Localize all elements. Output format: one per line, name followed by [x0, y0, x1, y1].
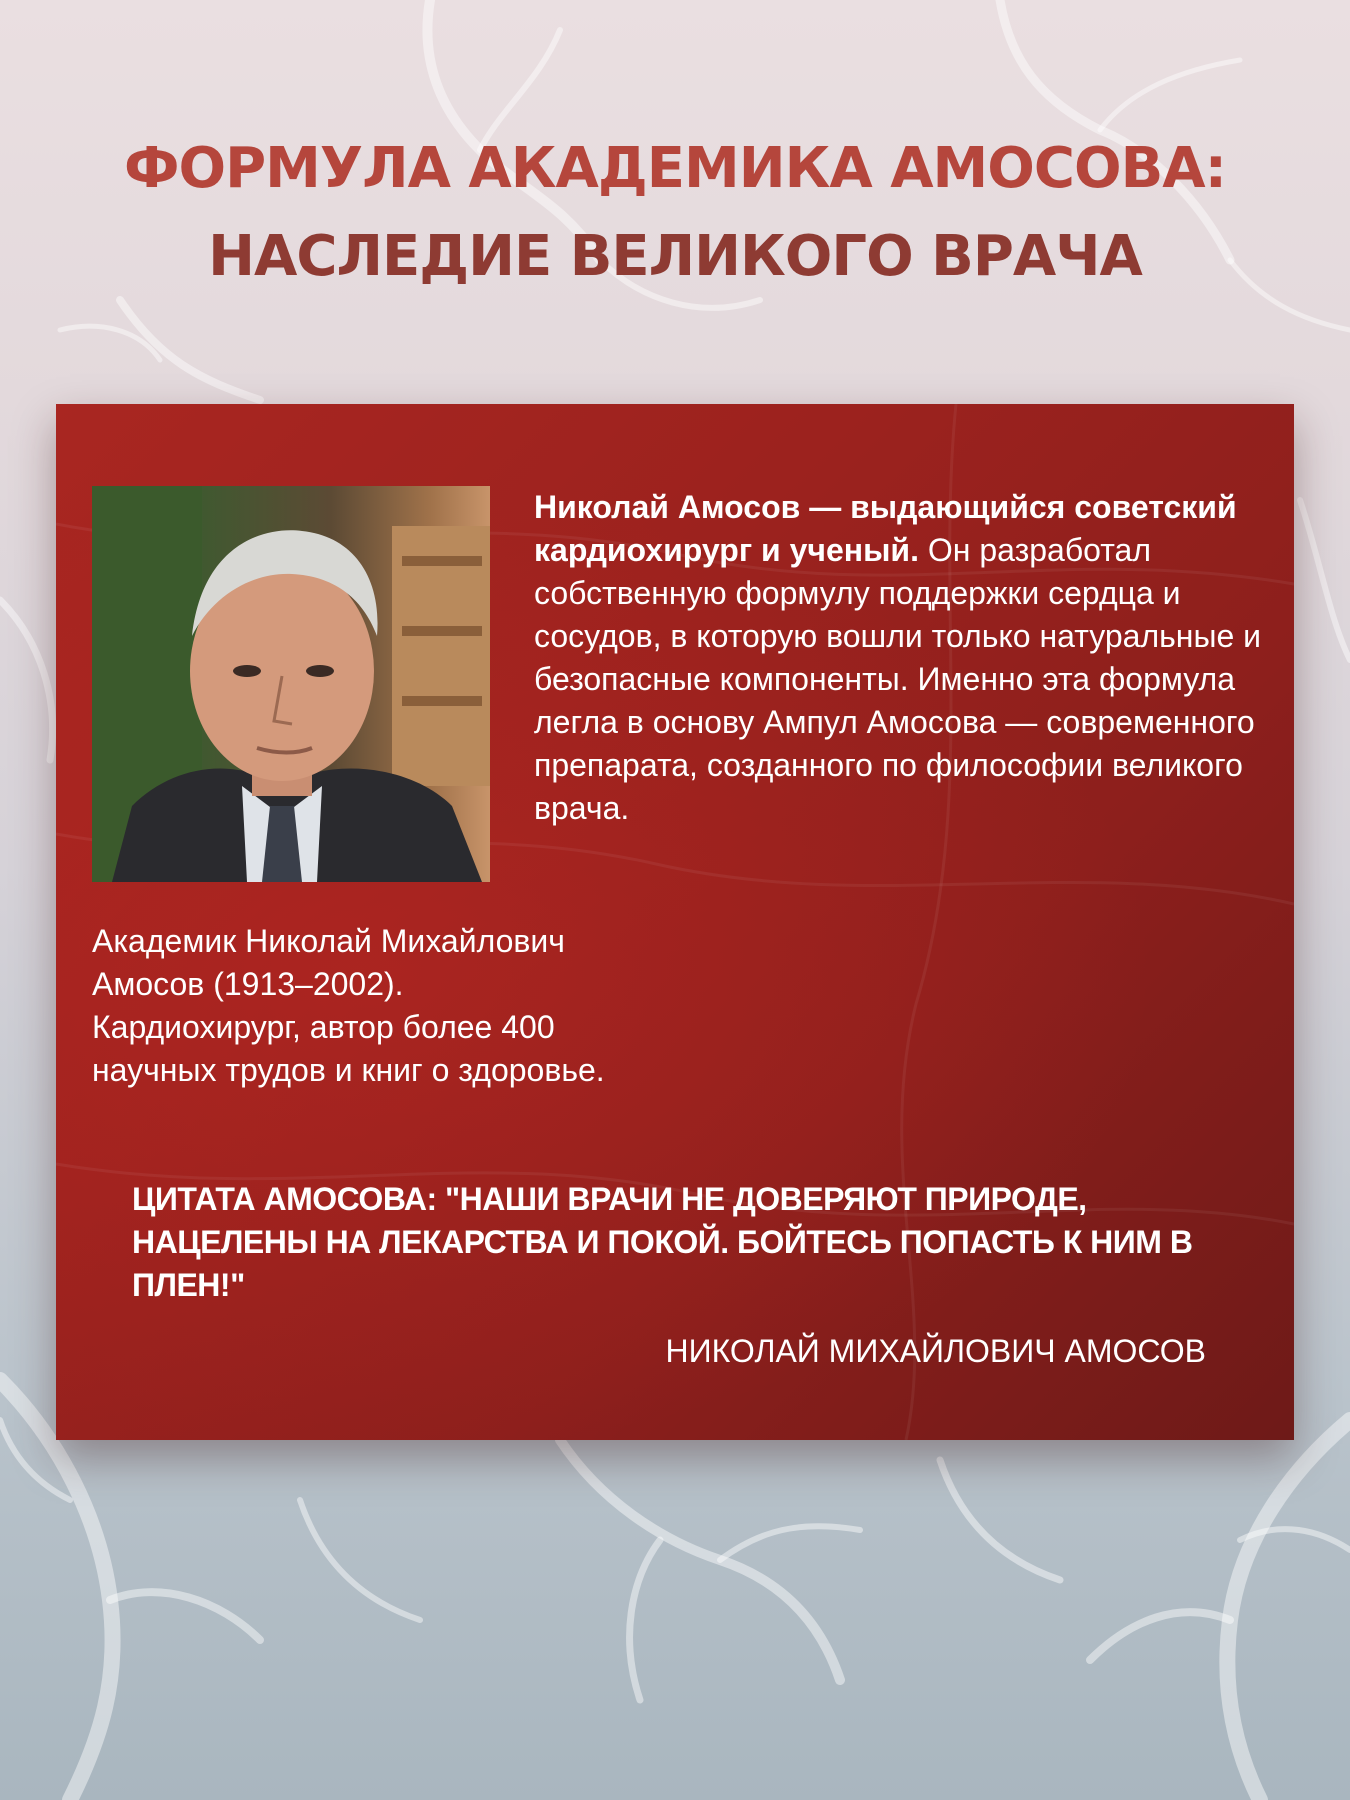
quote-author: НИКОЛАЙ МИХАЙЛОВИЧ АМОСОВ	[665, 1333, 1206, 1369]
photo-caption: Академик Николай Михайлович Амосов (1913–2002). Кардиохирург, автор более 400 научных трудов и книг о здоровье.	[92, 923, 605, 1088]
page-title-line-1: ФОРМУЛА АКАДЕМИКА АМОСОВА:	[123, 136, 1226, 201]
page-title-line-2: НАСЛЕДИЕ ВЕЛИКОГО ВРАЧА	[208, 224, 1142, 289]
intro-lead: Николай Амосов — выдающийся советский кардиохирург и ученый.	[534, 489, 1237, 568]
intro-text	[534, 486, 1274, 830]
info-card	[56, 404, 1294, 1440]
intro-body: Он разработал собственную формулу поддержки сердца и сосудов, в которую вошли только натуральные и безопасные компоненты. Именно эта формула легла в основу Ампул Амосова — современного препарата, созданного по философии великого врача.	[534, 532, 1262, 826]
amosov-quote: ЦИТАТА АМОСОВА: "НАШИ ВРАЧИ НЕ ДОВЕРЯЮТ ПРИРОДЕ, НАЦЕЛЕНЫ НА ЛЕКАРСТВА И ПОКОЙ. БОЙТЕСЬ ПОПАСТЬ К НИМ В ПЛЕН!"	[132, 1181, 1193, 1303]
amosov-portrait-photo	[92, 486, 490, 882]
